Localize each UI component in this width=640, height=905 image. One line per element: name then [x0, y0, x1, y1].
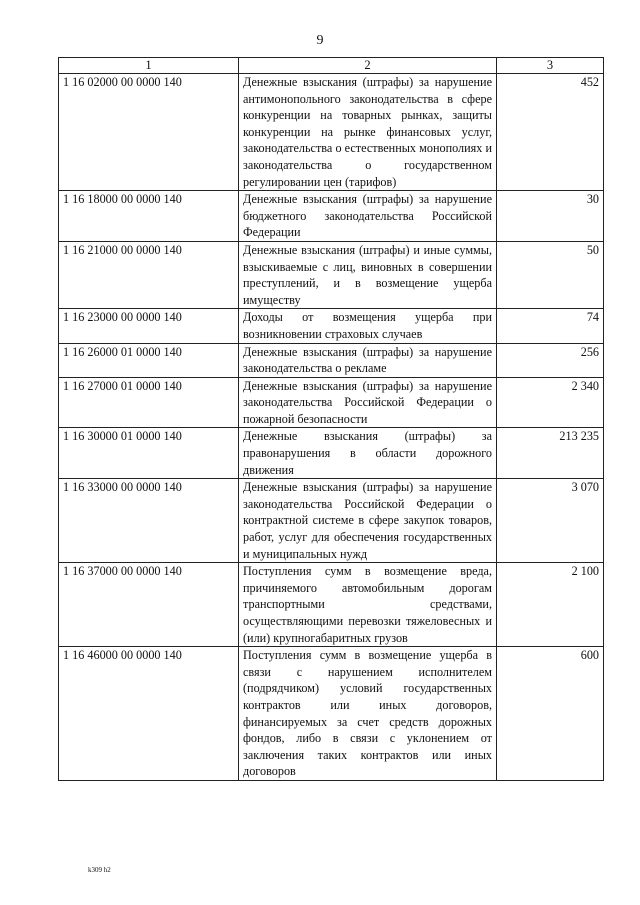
budget-code-cell: 1 16 33000 00 0000 140	[59, 479, 239, 563]
budget-code-cell: 1 16 27000 01 0000 140	[59, 377, 239, 428]
footer-code: k309 h2	[88, 866, 111, 874]
table-row	[59, 241, 604, 308]
table-row	[59, 377, 604, 428]
budget-code-cell: 1 16 18000 00 0000 140	[59, 191, 239, 242]
table-row	[59, 563, 604, 647]
budget-code-cell: 1 16 23000 00 0000 140	[59, 309, 239, 343]
budget-code-cell: 1 16 02000 00 0000 140	[59, 74, 239, 191]
amount-cell: 452	[497, 74, 604, 191]
column-header-1: 1	[59, 58, 239, 74]
table-row	[59, 428, 604, 479]
table-row	[59, 479, 604, 563]
budget-code-cell: 1 16 30000 01 0000 140	[59, 428, 239, 479]
description-cell: Денежные взыскания (штрафы) за нарушение бюджетного законодательства Российской Федерации	[239, 191, 497, 242]
description-cell: Денежные взыскания (штрафы) за нарушение законодательства о рекламе	[239, 343, 497, 377]
table-row	[59, 191, 604, 242]
budget-code-cell: 1 16 37000 00 0000 140	[59, 563, 239, 647]
page-number: 9	[316, 33, 324, 48]
description-cell: Денежные взыскания (штрафы) и иные суммы, взыскиваемые с лиц, виновных в совершении преступлений, и в возмещение ущерба имуществу	[239, 241, 497, 308]
amount-cell: 74	[497, 309, 604, 343]
table-row	[59, 343, 604, 377]
budget-code-cell: 1 16 46000 00 0000 140	[59, 647, 239, 781]
amount-cell: 256	[497, 343, 604, 377]
amount-cell: 2 340	[497, 377, 604, 428]
description-cell: Доходы от возмещения ущерба при возникновении страховых случаев	[239, 309, 497, 343]
table-row	[59, 309, 604, 343]
description-cell: Поступления сумм в возмещение ущерба в связи с нарушением исполнителем (подрядчиком) условий государственных контрактов или иных договоров, финансируемых за счет средств дорожных фондов, либо в связи с уклонением от заключения таких контрактов или иных договоров	[239, 647, 497, 781]
description-cell: Денежные взыскания (штрафы) за правонарушения в области дорожного движения	[239, 428, 497, 479]
amount-cell: 30	[497, 191, 604, 242]
amount-cell: 213 235	[497, 428, 604, 479]
revenue-table	[58, 57, 604, 781]
budget-code-cell: 1 16 21000 00 0000 140	[59, 241, 239, 308]
column-header-2: 2	[239, 58, 497, 74]
budget-code-cell: 1 16 26000 01 0000 140	[59, 343, 239, 377]
description-cell: Денежные взыскания (штрафы) за нарушение законодательства Российской Федерации о контрактной системе в сфере закупок товаров, работ, услуг для обеспечения государственных и муниципальных нужд	[239, 479, 497, 563]
table-header-row	[59, 58, 604, 74]
description-cell: Поступления сумм в возмещение вреда, причиняемого автомобильным дорогам транспортными средствами, осуществляющими перевозки тяжеловесных и (или) крупногабаритных грузов	[239, 563, 497, 647]
description-cell: Денежные взыскания (штрафы) за нарушение антимонопольного законодательства в сфере конкуренции на товарных рынках, защиты конкуренции на рынке финансовых услуг, законодательства о естественных монополиях и законодательства о государственном регулировании цен (тарифов)	[239, 74, 497, 191]
amount-cell: 2 100	[497, 563, 604, 647]
table-row	[59, 74, 604, 191]
column-header-3: 3	[497, 58, 604, 74]
amount-cell: 50	[497, 241, 604, 308]
amount-cell: 3 070	[497, 479, 604, 563]
description-cell: Денежные взыскания (штрафы) за нарушение законодательства Российской Федерации о пожарной безопасности	[239, 377, 497, 428]
table-row	[59, 647, 604, 781]
amount-cell: 600	[497, 647, 604, 781]
